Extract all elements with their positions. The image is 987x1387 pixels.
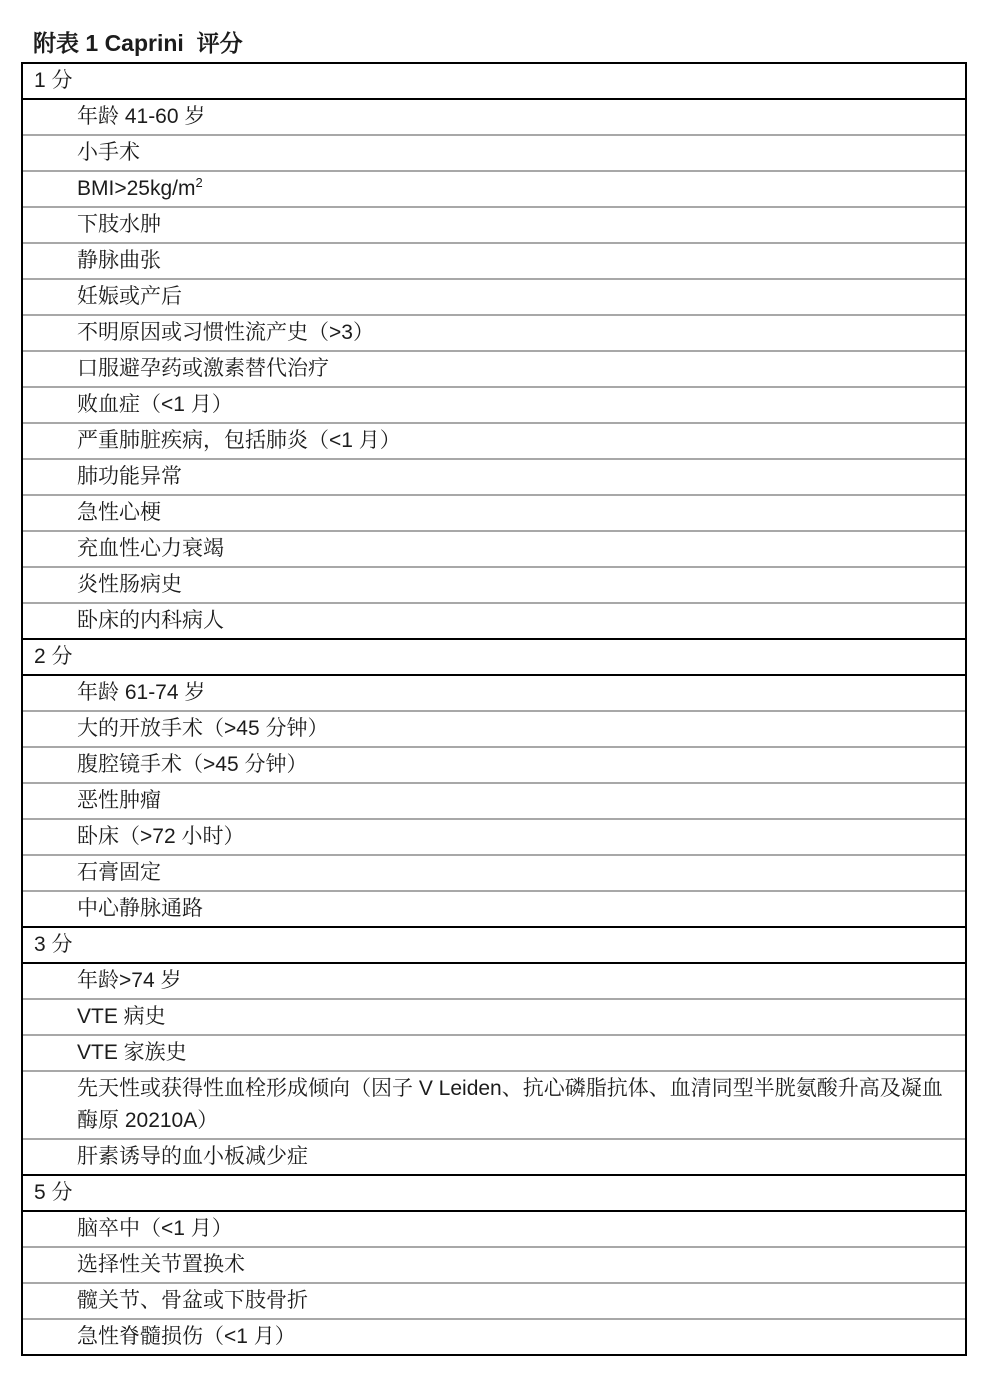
table-row xyxy=(23,566,965,602)
superscript: 2 xyxy=(195,175,203,190)
row-label: 先天性或获得性血栓形成倾向（因子 V Leiden、抗心磷脂抗体、血清同型半胱氨酸升高及凝血酶原 20210A） xyxy=(77,1077,943,1132)
table-row xyxy=(23,854,965,890)
row-label: VTE 病史 xyxy=(77,1005,166,1028)
row-label: 小手术 xyxy=(77,141,140,164)
row-label: VTE 家族史 xyxy=(77,1041,187,1064)
row-label: 不明原因或习惯性流产史（>3） xyxy=(77,321,374,344)
row-label: 下肢水肿 xyxy=(77,213,161,236)
table-row xyxy=(23,998,965,1034)
section-header-row xyxy=(23,1174,965,1210)
caprini-table xyxy=(21,62,967,1356)
table-row xyxy=(23,1070,965,1138)
table-row xyxy=(23,170,965,206)
row-label: 大的开放手术（>45 分钟） xyxy=(77,717,329,740)
table-row xyxy=(23,1282,965,1318)
row-label: 年龄 61-74 岁 xyxy=(77,681,206,704)
row-label: 选择性关节置换术 xyxy=(77,1253,245,1276)
table-row xyxy=(23,98,965,134)
row-label: 恶性肿瘤 xyxy=(77,789,161,812)
section-header-label: 2 分 xyxy=(34,645,73,668)
row-label: 脑卒中（<1 月） xyxy=(77,1217,233,1240)
table-row xyxy=(23,278,965,314)
table-row xyxy=(23,350,965,386)
table-row xyxy=(23,602,965,638)
row-label: 急性心梗 xyxy=(77,501,161,524)
section-header-row xyxy=(23,638,965,674)
table-row xyxy=(23,674,965,710)
table-row xyxy=(23,386,965,422)
row-label: 充血性心力衰竭 xyxy=(77,537,224,560)
row-label: 年龄 41-60 岁 xyxy=(77,105,206,128)
table-row xyxy=(23,314,965,350)
table-row xyxy=(23,710,965,746)
table-row xyxy=(23,1318,965,1354)
row-label: 年龄>74 岁 xyxy=(77,969,182,992)
table-row xyxy=(23,890,965,926)
row-label: 卧床（>72 小时） xyxy=(77,825,245,848)
row-label: 髋关节、骨盆或下肢骨折 xyxy=(77,1289,308,1312)
table-row xyxy=(23,422,965,458)
table-row xyxy=(23,1138,965,1174)
row-label: 中心静脉通路 xyxy=(77,897,203,920)
section-header-row xyxy=(23,926,965,962)
table-row xyxy=(23,206,965,242)
table-row xyxy=(23,1210,965,1246)
page-title: 附表 1 Caprini 评分 xyxy=(33,30,243,56)
table-row xyxy=(23,458,965,494)
row-label: 肺功能异常 xyxy=(77,465,182,488)
table-row xyxy=(23,494,965,530)
row-label: 腹腔镜手术（>45 分钟） xyxy=(77,753,308,776)
row-label: 败血症（<1 月） xyxy=(77,393,233,416)
table-row xyxy=(23,1034,965,1070)
table-row xyxy=(23,1246,965,1282)
row-label: 石膏固定 xyxy=(77,861,161,884)
table-row xyxy=(23,530,965,566)
table-row xyxy=(23,134,965,170)
row-label: 口服避孕药或激素替代治疗 xyxy=(77,357,329,380)
table-row xyxy=(23,818,965,854)
row-label: 急性脊髓损伤（<1 月） xyxy=(77,1325,296,1348)
section-header-label: 1 分 xyxy=(34,69,73,92)
table-row xyxy=(23,782,965,818)
section-header-label: 5 分 xyxy=(34,1181,73,1204)
row-label: 静脉曲张 xyxy=(77,249,161,272)
table-row xyxy=(23,242,965,278)
row-label: 严重肺脏疾病，包括肺炎（<1 月） xyxy=(77,429,401,452)
row-label: 卧床的内科病人 xyxy=(77,609,224,632)
table-row xyxy=(23,962,965,998)
row-label: BMI>25kg/m xyxy=(77,177,196,200)
row-label: 肝素诱导的血小板减少症 xyxy=(77,1145,308,1168)
row-label: 妊娠或产后 xyxy=(77,285,182,308)
row-label: 炎性肠病史 xyxy=(77,573,182,596)
section-header-row xyxy=(23,64,965,98)
section-header-label: 3 分 xyxy=(34,933,73,956)
table-row xyxy=(23,746,965,782)
